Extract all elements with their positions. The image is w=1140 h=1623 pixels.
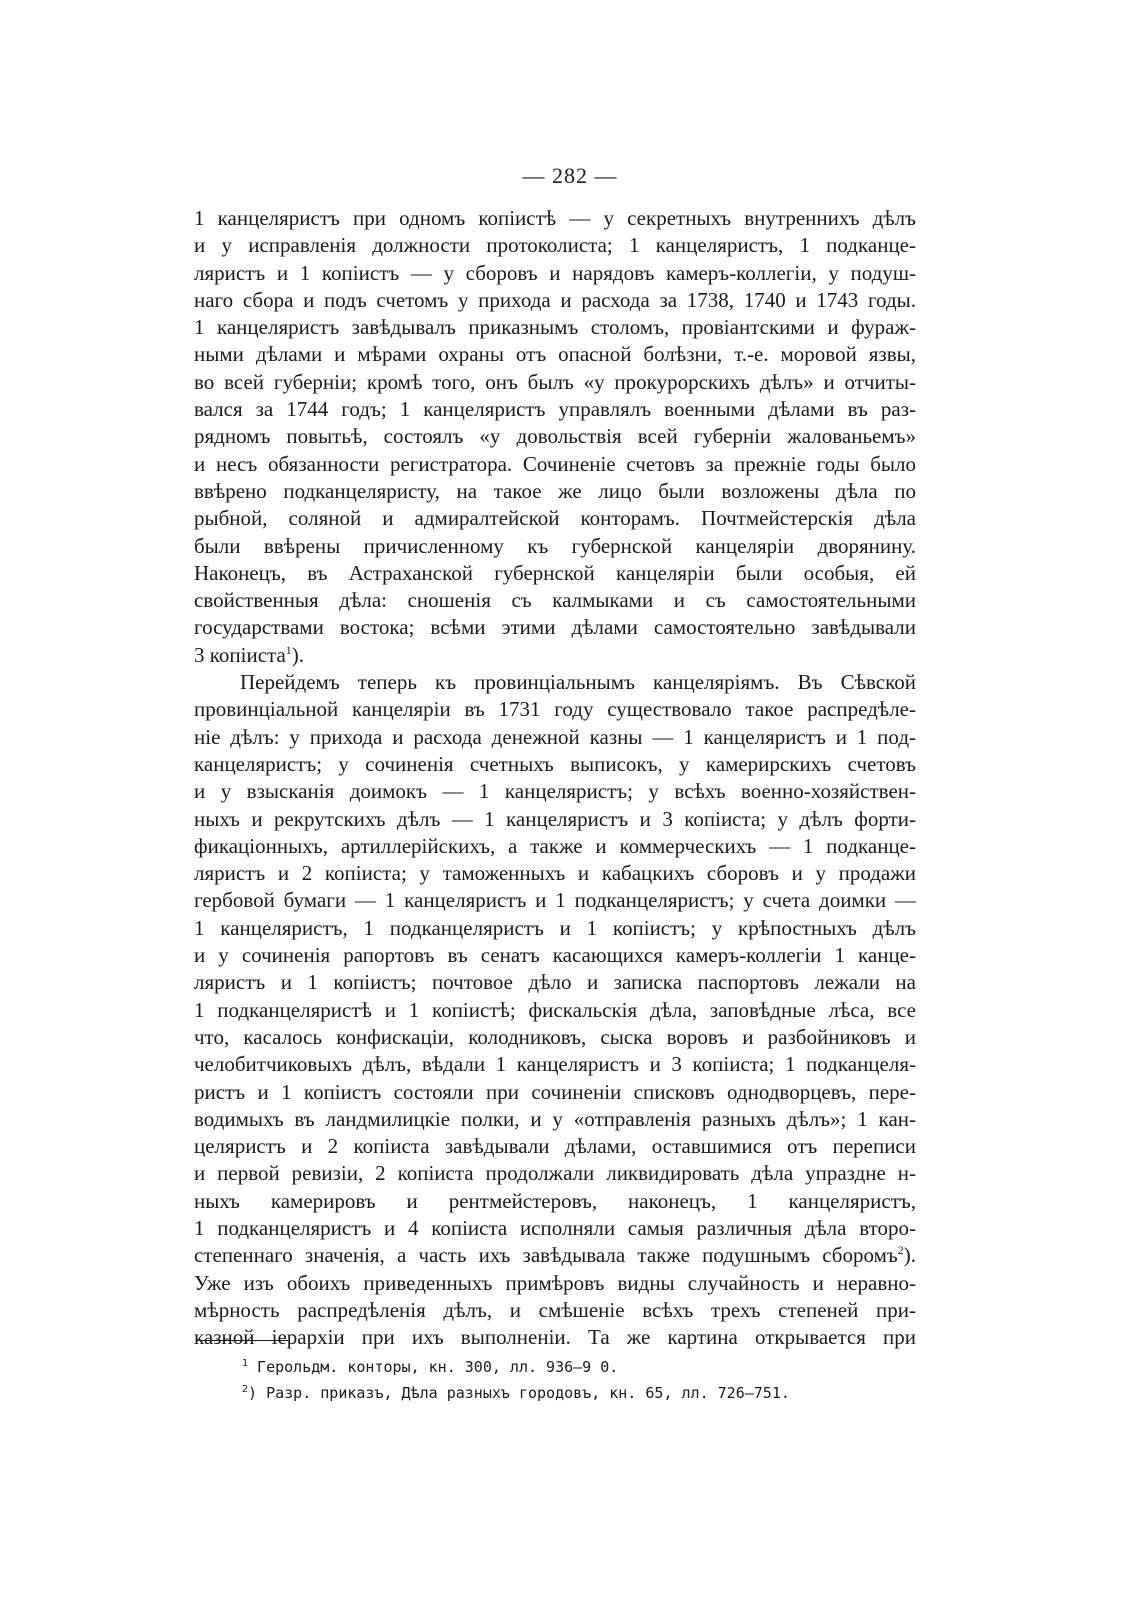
footnote-2-mark: 2 bbox=[242, 1384, 249, 1395]
paragraph-1-line: рыбной, соляной и адмиралтейской конторамъ. Почтмейстерскiя дѣла bbox=[194, 506, 916, 531]
paragraph-1-line: свойственныя дѣла: сношенiя съ калмыками и съ самостоятельными bbox=[194, 588, 916, 613]
footnote-ref-2[interactable]: 2 bbox=[897, 1243, 904, 1258]
paragraph-2-line: гербовой бумаги — 1 канцеляристъ и 1 подканцеляристъ; у счета доимки — bbox=[194, 888, 916, 913]
paragraph-2-line: ныхъ и рекрутскихъ дѣлъ — 1 канцеляристъ и 3 копiиста; у дѣлъ форти- bbox=[194, 806, 916, 831]
paragraph-1-line: 1 канцеляристъ завѣдывалъ приказнымъ столомъ, провiантскими и фураж- bbox=[194, 315, 916, 340]
paragraph-2-line: 1 канцеляристъ, 1 подканцеляристъ и 1 копiистъ; у крѣпостныхъ дѣлъ bbox=[194, 915, 916, 940]
footnote-2-text: ) Разр. приказъ, Дѣла разныхъ городовъ, кн. 65, лл. 726—751. bbox=[248, 1384, 790, 1402]
footnote-1-text: Герольдм. конторы, кн. 300, лл. 936—9 0. bbox=[248, 1358, 619, 1376]
paragraph-2-line: Уже изъ обоихъ приведенныхъ примѣровъ видны случайность и неравно- bbox=[194, 1270, 916, 1295]
paragraph-1-line: 1 канцеляристъ при одномъ копiистѣ — у секретныхъ внутреннихъ дѣлъ bbox=[194, 206, 916, 230]
paragraph-1-line: наго сбора и подъ счетомъ у прихода и расхода за 1738, 1740 и 1743 годы. bbox=[194, 287, 916, 312]
paragraph-1-line: во всей губернiи; кромѣ того, онъ былъ «у прокурорскихъ дѣлъ» и отчиты- bbox=[194, 369, 916, 394]
paragraph-2-line: челобитчиковыхъ дѣлъ, вѣдали 1 канцеляристъ и 3 копiиста; 1 подканцеля- bbox=[194, 1052, 916, 1077]
paragraph-2-note-tail: ). bbox=[903, 1243, 916, 1268]
page-number: — 282 — bbox=[522, 163, 618, 188]
paragraph-2-line: и у сочиненiя рапортовъ въ сенатъ касающихся камеръ-коллегiи 1 канце- bbox=[194, 943, 916, 968]
footnote-2 bbox=[242, 1380, 862, 1406]
paragraph-2-line: и первой ревизiи, 2 копiиста продолжали ликвидировать дѣла упраздне н- bbox=[194, 1161, 916, 1186]
paragraph-2-line: водимыхъ въ ландмилицкiе полки, и у «отправленiя разныхъ дѣлъ»; 1 кан- bbox=[194, 1106, 916, 1131]
paragraph-2-line: ляристъ и 2 копiиста; у таможенныхъ и кабацкихъ сборовъ и у продажи bbox=[194, 861, 916, 886]
paragraph-2-line: и у взысканiя доимокъ — 1 канцеляристъ; у всѣхъ военно-хозяйствен- bbox=[194, 779, 916, 804]
paragraph-2-line: фикацiонныхъ, артиллерiйскихъ, а также и коммерческихъ — 1 подканце- bbox=[194, 833, 916, 858]
paragraph-2-line: ныхъ камерировъ и рентмейстеровъ, наконецъ, 1 канцеляристъ, bbox=[194, 1188, 916, 1213]
footnote-separator bbox=[196, 1340, 288, 1341]
paragraph-1-line: государствами востока; всѣми этими дѣлами самостоятельно завѣдывали bbox=[194, 615, 916, 640]
paragraph-2-line: что, касалось конфискацiи, колодниковъ, сыска воровъ и разбойниковъ и bbox=[194, 1024, 916, 1049]
paragraph-2-line: 1 подканцеляристъ и 4 копiиста исполняли самыя различныя дѣла второ- bbox=[194, 1215, 916, 1240]
paragraph-2-line: казной iерархiи при ихъ выполненiи. Та же картина открывается при bbox=[194, 1325, 916, 1350]
paragraph-1-line: и у исправленiя должности протоколиста; 1 канцеляристъ, 1 подканце- bbox=[194, 233, 916, 258]
paragraph-2-line: ристъ и 1 копiистъ состояли при сочиненiи списковъ однодворцевъ, пере- bbox=[194, 1079, 916, 1104]
paragraph-1-last-tail: ). bbox=[291, 642, 305, 667]
footnote-1 bbox=[242, 1354, 862, 1380]
paragraph-1-line: были ввѣрены причисленному къ губернской канцелярiи дворянину. bbox=[194, 533, 916, 558]
paragraph-1-line: вался за 1744 годъ; 1 канцеляристъ управлялъ военными дѣлами въ раз- bbox=[194, 397, 916, 422]
paragraph-1-last-text: 3 копiиста bbox=[194, 642, 286, 667]
paragraph-1-line: ными дѣлами и мѣрами охраны отъ опасной болѣзни, т.-е. моровой язвы, bbox=[194, 342, 916, 367]
paragraph-1 bbox=[194, 205, 916, 642]
paragraph-2-line: Перейдемъ теперь къ провинцiальнымъ канцелярiямъ. Въ Сѣвской bbox=[240, 670, 916, 695]
paragraph-2-line: 1 подканцеляристѣ и 1 копiистѣ; фискальскiя дѣла, заповѣдные лѣса, все bbox=[194, 997, 916, 1022]
paragraph-2-tail bbox=[194, 1270, 916, 1352]
footnote-1-mark: 1 bbox=[242, 1358, 249, 1369]
footnotes bbox=[242, 1354, 862, 1406]
body-text bbox=[194, 205, 916, 1351]
paragraph-2-line: мѣрность распредѣленiя дѣлъ, и смѣшенiе всѣхъ трехъ степеней при- bbox=[194, 1297, 916, 1322]
paragraph-2-line: провинцiальной канцелярiи въ 1731 году существовало такое распредѣле- bbox=[194, 697, 916, 722]
paragraph-1-line: Наконецъ, въ Астраханской губернской канцелярiи были особыя, ей bbox=[194, 560, 916, 585]
paragraph-2-line: ляристъ и 1 копiистъ; почтовое дѣло и записка паспортовъ лежали на bbox=[194, 970, 916, 995]
paragraph-1-last-line bbox=[194, 642, 916, 669]
paragraph-2-note-text: степеннаго значенiя, а часть ихъ завѣдывала также подушнымъ сборомъ bbox=[194, 1243, 898, 1268]
paragraph-2-line: канцеляристъ; у сочиненiя счетныхъ выписокъ, у камерирскихъ счетовъ bbox=[194, 751, 916, 776]
footnote-ref-1[interactable]: 1 bbox=[285, 642, 292, 657]
paragraph-2-line: целяристъ и 2 копiиста завѣдывали дѣлами, оставшимися отъ переписи bbox=[194, 1134, 916, 1159]
paragraph-2-line: нiе дѣлъ: у прихода и расхода денежной казны — 1 канцеляристъ и 1 под- bbox=[194, 724, 916, 749]
paragraph-1-line: ввѣрено подканцеляристу, на такое же лицо были возложены дѣла по bbox=[194, 478, 916, 503]
paragraph-2 bbox=[194, 669, 916, 1242]
paragraph-2-note-line bbox=[194, 1242, 916, 1269]
paragraph-1-line: рядномъ повытьѣ, состоялъ «у довольствiя всей губернiи жалованьемъ» bbox=[194, 424, 916, 449]
paragraph-1-line: ляристъ и 1 копiистъ — у сборовъ и нарядовъ камеръ-коллегiи, у подуш- bbox=[194, 260, 916, 285]
paragraph-1-line: и несъ обязанности регистратора. Сочиненiе счетовъ за прежнiе годы было bbox=[194, 451, 916, 476]
